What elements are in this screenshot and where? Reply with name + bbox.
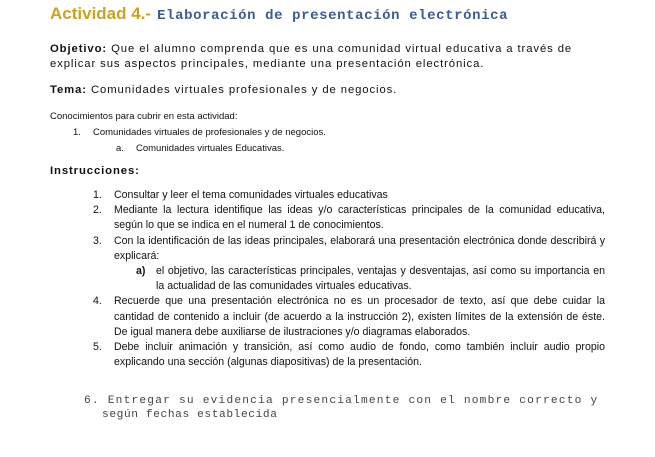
- objective-text: Que el alumno comprenda que es una comunidad virtual educativa a través de explicar sus aspectos principales, mediante una presentación electrónica.: [50, 43, 573, 70]
- instruction-item-3: [93, 234, 605, 264]
- instruction-6-line-1: 6. Entregar su evidencia presencialmente con el nombre correcto y: [84, 395, 599, 407]
- topic-label: Tema:: [50, 84, 87, 96]
- activity-title: [50, 4, 508, 24]
- instruction-6-line-2: según fechas establecida: [102, 409, 278, 421]
- instruction-item-6: [84, 394, 624, 422]
- knowledge-subitem: [116, 143, 284, 154]
- instruction-item-5: [93, 340, 605, 370]
- instruction-text: Con la identificación de las ideas principales, elaborará una presentación electrónica donde describirá y explicará:: [114, 234, 605, 262]
- instruction-subitem-letter: a): [136, 265, 146, 278]
- objective-label: Objetivo:: [50, 43, 108, 55]
- instruction-number: 1.: [93, 189, 102, 201]
- instructions-heading: Instrucciones:: [50, 165, 140, 177]
- instruction-number: 4.: [93, 295, 102, 308]
- objective-paragraph: [50, 42, 620, 72]
- instruction-text: Debe incluir animación y transición, así como audio de fondo, como también incluir audio propio explicando una sección (algunas diapositivas) de la presentación.: [114, 341, 605, 369]
- instruction-text: Consultar y leer el tema comunidades virtuales educativas: [114, 189, 388, 201]
- knowledge-subitem-text: Comunidades virtuales Educativas.: [136, 143, 285, 154]
- instruction-subitem-a: [93, 264, 605, 294]
- instruction-item-2: [93, 203, 605, 233]
- instructions-list: [93, 188, 605, 370]
- instruction-number: 3.: [93, 234, 102, 247]
- knowledge-item: [73, 127, 326, 138]
- instruction-subitem-text: el objetivo, las características principales, ventajas y desventajas, así como su importancia en la actualidad de las comunidades virtuales educativas.: [156, 265, 605, 293]
- knowledge-item-text: Comunidades virtuales de profesionales y de negocios.: [93, 127, 326, 138]
- instruction-text: Mediante la lectura identifique las ideas y/o características principales de la comunidad educativa, según lo que se indica en el numeral 1 de conocimientos.: [114, 204, 605, 232]
- instruction-text: Recuerde que una presentación electrónica no es un procesador de texto, así que debe cuidar la cantidad de contenido a incluir (de acuerdo a la instrucción 2), existen límites de la extensión de éste. De igual manera debe auxiliarse de ilustraciones y/o diagramas elaborados.: [114, 295, 605, 338]
- instruction-item-1: [93, 188, 605, 203]
- knowledge-item-number: 1.: [73, 127, 81, 138]
- activity-number: Actividad 4.-: [50, 4, 152, 23]
- topic-line: [50, 84, 397, 96]
- instruction-number: 2.: [93, 204, 102, 217]
- knowledge-subitem-letter: a.: [116, 143, 124, 154]
- instruction-number: 5.: [93, 341, 102, 354]
- knowledge-heading: Conocimientos para cubrir en esta actividad:: [50, 111, 238, 122]
- topic-text: Comunidades virtuales profesionales y de negocios.: [90, 84, 398, 96]
- instruction-item-4: [93, 294, 605, 340]
- activity-subtitle: Elaboración de presentación electrónica: [157, 8, 509, 24]
